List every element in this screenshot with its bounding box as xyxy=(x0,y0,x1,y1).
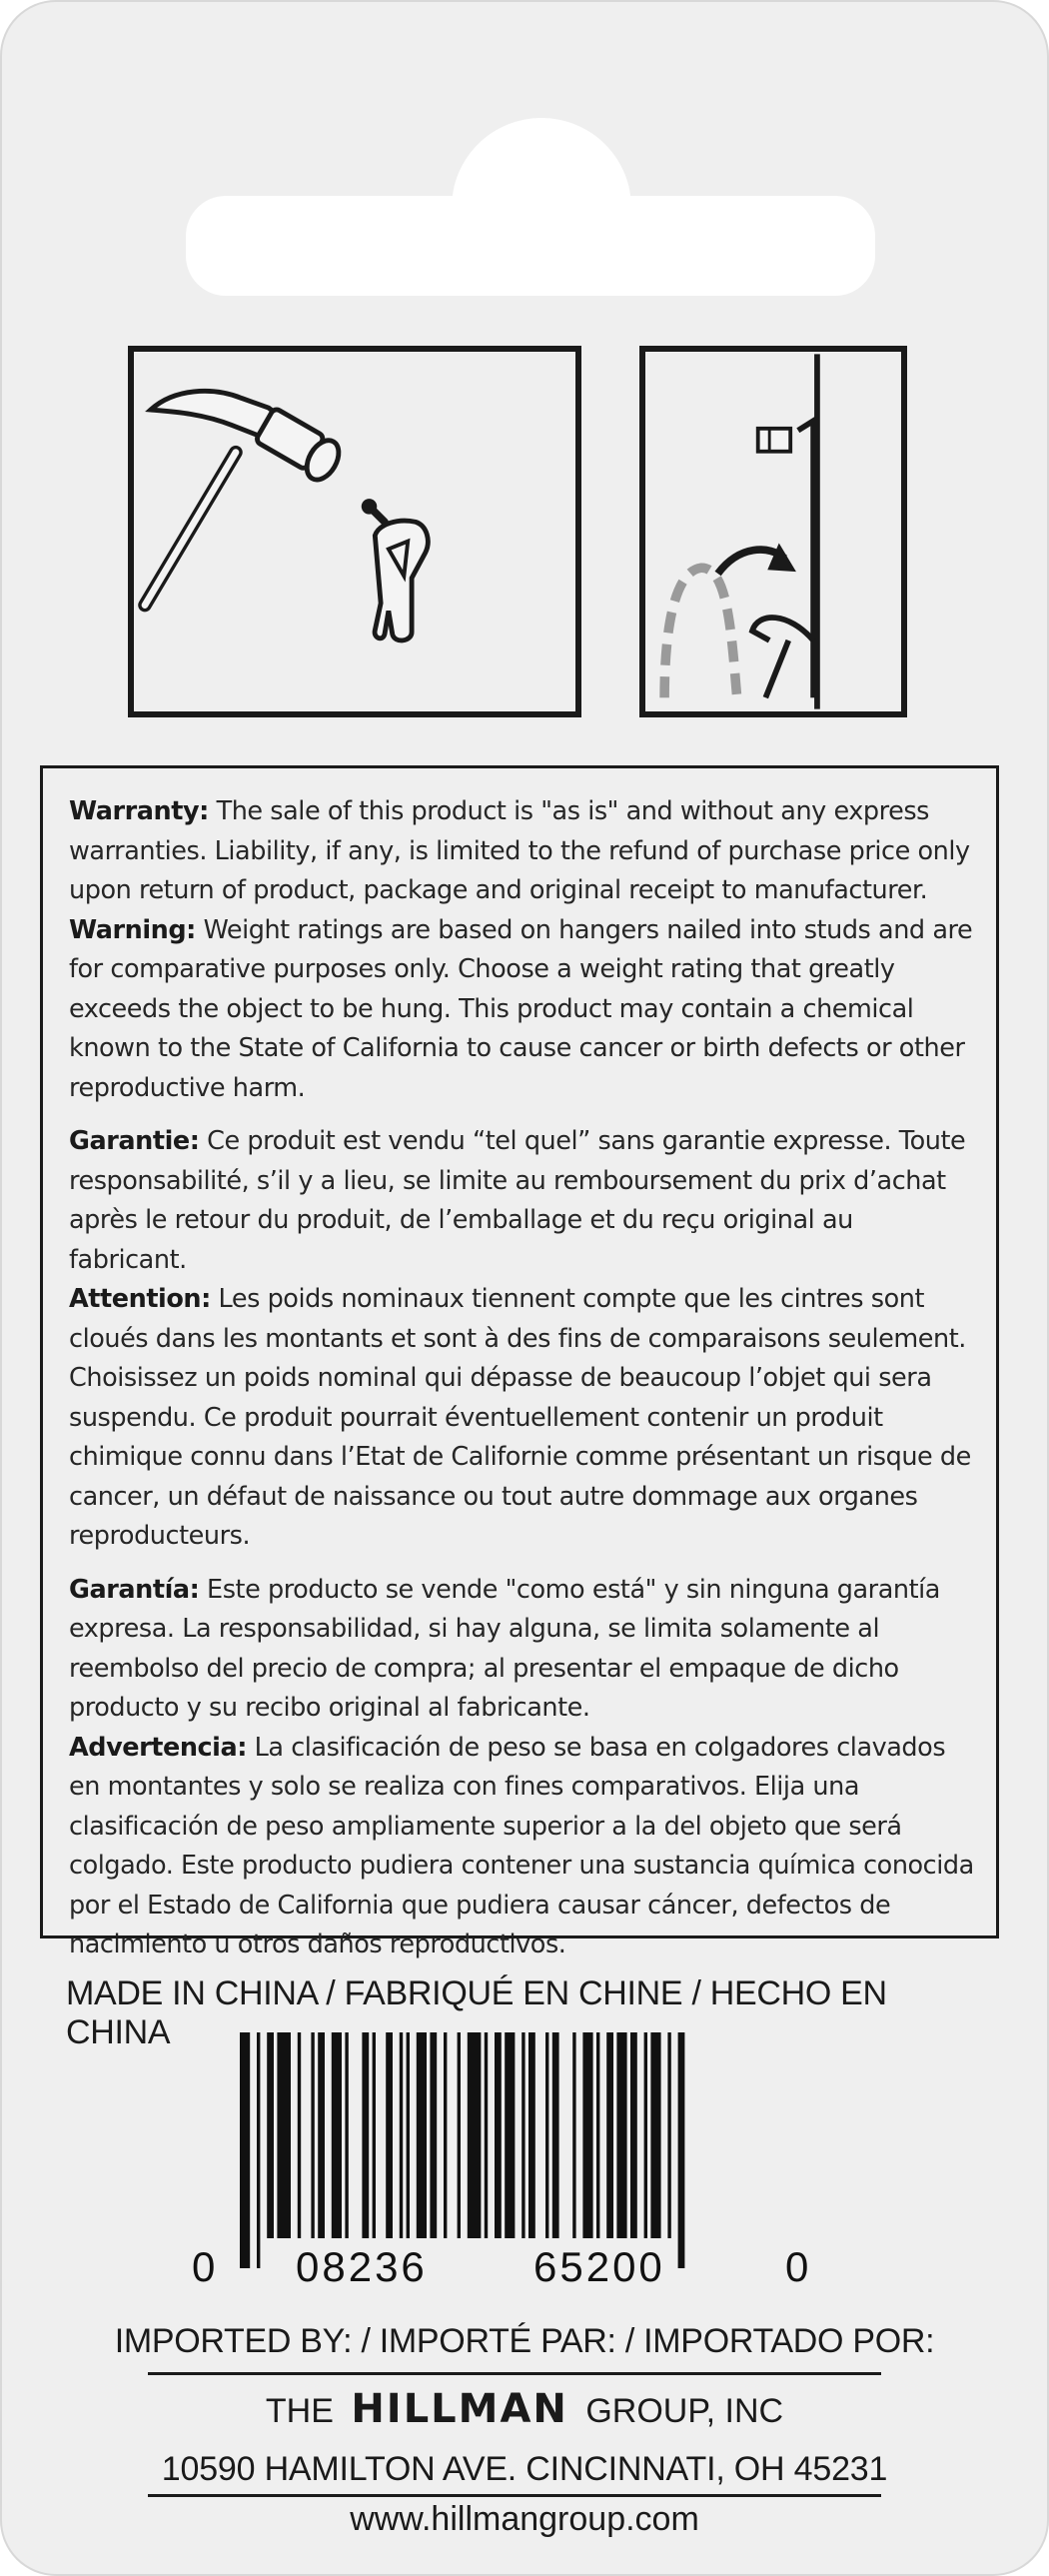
warranty-paragraph-es xyxy=(69,1571,974,1729)
divider-bottom xyxy=(148,2494,881,2497)
company-address: 10590 HAMILTON AVE. CINCINNATI, OH 45231 xyxy=(161,2450,888,2488)
warranty-text-es: Este producto se vende "como está" y sin ninguna garantía expresa. La responsabilidad, si hay alguna, se limita solamente al reembolso del precio de compra; al presentar el empaque de dicho producto y su recibo original al fabricante. xyxy=(69,1574,940,1723)
barcode-check-digit: 0 xyxy=(785,2243,812,2290)
warning-text-es: La clasificación de peso se basa en colgadores clavados en montantes y solo se realiza con fines comparativos. Elija una clasificación de peso ampliamente superior a la del objeto que será colgado. Este producto pudiera contener una sustancia química conocida por el Estado de California que pudiera causar cáncer, defectos de nacimiento u otros daños reproductivos. xyxy=(69,1732,974,1959)
english-section xyxy=(69,792,974,1108)
warning-label-es: Advertencia: xyxy=(69,1732,247,1763)
spanish-section xyxy=(69,1571,974,1965)
warning-text-fr: Les poids nominaux tiennent compte que les cintres sont cloués dans les montants et sont à des fins de comparaisons seulement. Choisissez un poids nominal qui dépasse de beaucoup l’objet qui sera suspendu. Ce produit pourrait éventuellement contenir un produit chimique connu dans l’Etat de Californie comme présentant un risque de cancer, un défaut de naissance ou tout autre dommage aux organes reproducteurs. xyxy=(69,1284,971,1551)
barcode-bar xyxy=(267,2032,274,2238)
barcode-bar xyxy=(552,2032,559,2238)
barcode-bar xyxy=(362,2032,369,2238)
warranty-text-box xyxy=(40,765,999,1959)
barcode-bar xyxy=(277,2032,291,2238)
warranty-label-en: Warranty: xyxy=(69,796,209,826)
hillman-logo: HILLMAN xyxy=(351,2386,568,2432)
barcode-bar xyxy=(468,2032,482,2238)
barcode-bar xyxy=(386,2032,393,2238)
barcode-bar xyxy=(311,2032,314,2238)
barcode-bar xyxy=(616,2032,626,2238)
barcode-bar xyxy=(667,2032,670,2238)
barcode-bar xyxy=(572,2032,575,2238)
barcode-bar xyxy=(644,2032,647,2238)
warranty-label-es: Garantía: xyxy=(69,1574,200,1605)
divider-top xyxy=(148,2372,881,2375)
hang-slot xyxy=(186,196,875,296)
instruction-panel-hammer xyxy=(128,346,581,717)
warning-paragraph-fr xyxy=(69,1280,974,1557)
barcode-bar xyxy=(407,2032,410,2238)
barcode-bar xyxy=(400,2032,403,2238)
barcode-bar xyxy=(522,2032,524,2238)
barcode-bar xyxy=(582,2032,592,2238)
hanging-arrow-icon xyxy=(645,352,901,711)
barcode-bar xyxy=(505,2032,515,2238)
company-line xyxy=(0,2386,1049,2432)
hanger-hook-icon xyxy=(134,352,575,711)
imported-by-label: IMPORTED BY: / IMPORTÉ PAR: / IMPORTADO POR: xyxy=(114,2322,935,2360)
barcode-bar xyxy=(458,2032,461,2238)
barcode-bar xyxy=(545,2032,548,2238)
instruction-panel-hanging xyxy=(639,346,907,717)
barcode-bar xyxy=(444,2032,447,2238)
barcode-bar xyxy=(528,2032,535,2238)
upc-barcode xyxy=(236,2032,755,2268)
made-in-label: MADE IN CHINA / FABRIQUÉ EN CHINE / HECHO EN CHINA xyxy=(66,1974,887,2051)
warranty-text-fr: Ce produit est vendu “tel quel” sans garantie expresse. Toute responsabilité, s’il y a lieu, se limite au remboursement du prix d’achat après le retour du produit, de l’emballage et du reçu original au fabricant. xyxy=(69,1126,966,1275)
barcode-bar xyxy=(345,2032,348,2238)
warning-label-fr: Attention: xyxy=(69,1284,211,1314)
barcode-bar xyxy=(332,2032,342,2238)
warning-label-en: Warning: xyxy=(69,914,196,945)
barcode-bar xyxy=(495,2032,502,2238)
barcode-bar xyxy=(257,2032,260,2268)
company-prefix: THE xyxy=(265,2392,334,2430)
barcode-bar xyxy=(606,2032,613,2238)
barcode-bar xyxy=(596,2032,599,2238)
website-link[interactable]: www.hillmangroup.com xyxy=(350,2500,699,2538)
company-suffix: GROUP, INC xyxy=(585,2392,784,2430)
barcode-bar xyxy=(650,2032,660,2238)
barcode-right-digits: 65200 xyxy=(533,2243,665,2290)
barcode-bar xyxy=(430,2032,437,2238)
barcode-bar xyxy=(373,2032,376,2238)
warranty-label-fr: Garantie: xyxy=(69,1126,200,1156)
barcode-bar xyxy=(417,2032,427,2238)
warranty-paragraph-fr xyxy=(69,1122,974,1280)
barcode-left-digits: 08236 xyxy=(296,2243,428,2290)
warning-paragraph-es xyxy=(69,1729,974,1965)
warranty-text-en: The sale of this product is "as is" and without any express warranties. Liability, if any, is limited to the refund of purchase price only upon return of product, package and original receipt to manufacturer. xyxy=(69,796,970,905)
barcode-lead-digit: 0 xyxy=(192,2243,219,2290)
warning-text-en: Weight ratings are based on hangers nailed into studs and are for comparative purposes only. Choose a weight rating that greatly exceeds the object to be hung. This product may contain a chemical known to the State of California to cause cancer or birth defects or other reproductive harm. xyxy=(69,914,973,1103)
warranty-paragraph-en xyxy=(69,792,974,911)
barcode-bar xyxy=(240,2032,250,2268)
warning-paragraph-en xyxy=(69,911,974,1109)
barcode-bar xyxy=(318,2032,325,2238)
french-section xyxy=(69,1122,974,1557)
barcode-bar xyxy=(485,2032,488,2238)
barcode-bar xyxy=(298,2032,301,2238)
barcode-bar xyxy=(678,2032,685,2268)
barcode-bar xyxy=(630,2032,637,2238)
